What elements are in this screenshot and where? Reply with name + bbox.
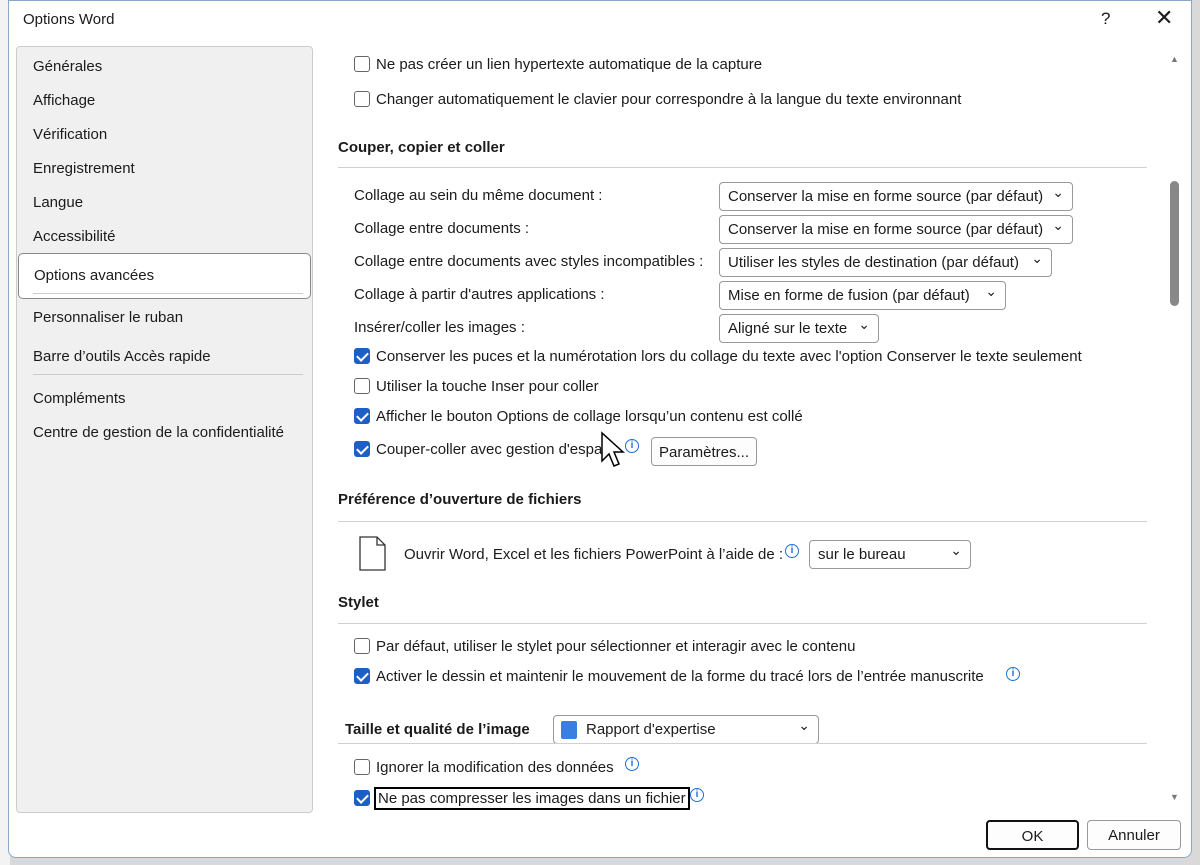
checkbox-label: Changer automatiquement le clavier pour correspondre à la langue du texte environnant [376,91,962,108]
scroll-up-icon[interactable]: ▲ [1170,54,1179,64]
checkbox-label: Conserver les puces et la numérotation lors du collage du texte avec l'option Conserver le texte seulement [376,348,1082,365]
divider [33,374,303,375]
section-heading-paste: Couper, copier et coller [338,139,505,156]
paste-other-apps-select[interactable]: Mise en forme de fusion (par défaut) ⌄ [719,281,1006,310]
word-document-icon [561,721,577,739]
info-icon[interactable]: i [625,439,639,453]
checkbox-no-hyperlink[interactable] [354,56,370,72]
image-document-select[interactable]: Rapport d'expertise ⌄ [553,715,819,744]
checkbox-ignore-data[interactable] [354,759,370,775]
close-button[interactable]: ✕ [1155,5,1174,30]
checkbox-label: Activer le dessin et maintenir le mouvement de la forme du tracé lors de l’entrée manuscrite [376,668,984,685]
paste-same-doc-select[interactable]: Conserver la mise en forme source (par défaut) ⌄ [719,182,1073,211]
paste-label: Insérer/coller les images : [354,319,525,336]
sidebar-item-personnaliser-ruban[interactable]: Personnaliser le ruban [33,309,184,326]
info-icon[interactable]: i [690,788,704,802]
scrollbar[interactable] [1167,46,1183,813]
divider [338,743,1147,744]
cancel-button[interactable]: Annuler [1087,820,1181,850]
mouse-cursor-icon [600,431,626,471]
divider [338,623,1147,624]
paste-conflict-select[interactable]: Utiliser les styles de destination (par défaut) ⌄ [719,248,1052,277]
checkbox-label: Ne pas créer un lien hypertexte automatique de la capture [376,56,763,73]
info-icon[interactable]: i [785,544,799,558]
dialog-title: Options Word [23,11,115,28]
paste-images-select[interactable]: Aligné sur le texte ⌄ [719,314,879,343]
checkbox-label: Ignorer la modification des données [376,759,614,776]
help-button[interactable]: ? [1101,9,1111,28]
sidebar-item-confidentialite[interactable]: Centre de gestion de la confidentialité [33,424,285,441]
checkbox-pen-select[interactable] [354,638,370,654]
scroll-down-icon[interactable]: ▼ [1170,792,1179,802]
paste-label: Collage à partir d'autres applications : [354,286,605,303]
divider [338,167,1147,168]
checkbox-pen-draw[interactable] [354,668,370,684]
paste-between-docs-select[interactable]: Conserver la mise en forme source (par défaut) ⌄ [719,215,1073,244]
scrollbar-thumb[interactable] [1170,181,1179,306]
paste-label: Collage au sein du même document : [354,187,603,204]
paste-label: Collage entre documents avec styles incompatibles : [354,253,704,270]
sidebar-item-generales[interactable]: Générales [33,58,103,75]
checkbox-auto-keyboard[interactable] [354,91,370,107]
sidebar-item-acces-rapide[interactable]: Barre d’outils Accès rapide [33,348,211,365]
info-icon[interactable]: i [625,757,639,771]
checkbox-label: Couper-coller avec gestion d'espa [376,441,603,458]
section-heading-pen: Stylet [338,594,379,611]
checkbox-label: Utiliser la touche Inser pour coller [376,378,599,395]
checkbox-keep-bullets[interactable] [354,348,370,364]
checkbox-no-compress[interactable] [354,790,370,806]
ok-button[interactable]: OK [986,820,1079,850]
checkbox-smart-cut[interactable] [354,441,370,457]
sidebar-item-verification[interactable]: Vérification [33,126,108,143]
checkbox-insert-key[interactable] [354,378,370,394]
sidebar [16,46,313,813]
open-files-select[interactable]: sur le bureau ⌄ [809,540,971,569]
checkbox-label: Par défaut, utiliser le stylet pour sélectionner et interagir avec le contenu [376,638,856,655]
sidebar-item-langue[interactable]: Langue [33,194,84,211]
sidebar-item-enregistrement[interactable]: Enregistrement [33,160,135,177]
divider [33,293,303,294]
sidebar-item-complements[interactable]: Compléments [33,390,126,407]
info-icon[interactable]: i [1006,667,1020,681]
checkbox-label: Afficher le bouton Options de collage lorsqu’un contenu est collé [376,408,803,425]
divider [338,521,1147,522]
open-files-label: Ouvrir Word, Excel et les fichiers PowerPoint à l’aide de : [404,546,784,563]
options-dialog [8,0,1192,858]
sidebar-item-options-avancees[interactable]: Options avancées [18,253,311,299]
section-heading-open: Préférence d’ouverture de fichiers [338,491,582,508]
sidebar-item-accessibilite[interactable]: Accessibilité [33,228,116,245]
sidebar-item-affichage[interactable]: Affichage [33,92,96,109]
document-icon [359,536,387,572]
paste-label: Collage entre documents : [354,220,530,237]
section-heading-image: Taille et qualité de l’image [345,721,530,738]
settings-button[interactable]: Paramètres... [651,437,757,466]
checkbox-paste-options[interactable] [354,408,370,424]
checkbox-label: Ne pas compresser les images dans un fichier [374,787,690,810]
